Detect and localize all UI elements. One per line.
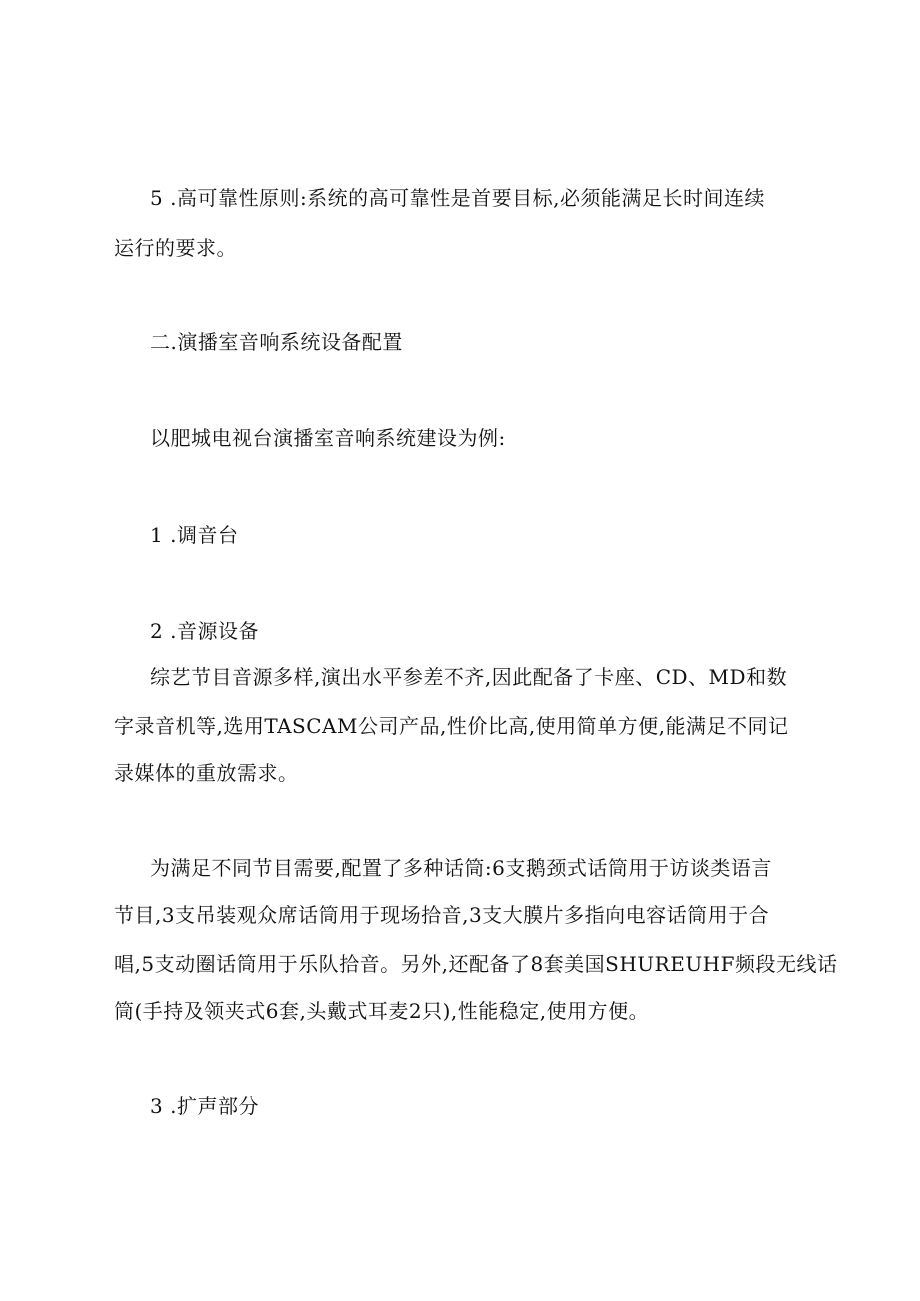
item-amplification-heading: 3 .扩声部分 xyxy=(150,1094,259,1118)
paragraph-microphones-line-4: 筒(手持及领夹式6套,头戴式耳麦2只),性能稳定,使用方便。 xyxy=(114,999,650,1023)
paragraph-microphones-line-3: 唱,5支动圈话筒用于乐队拾音。另外,还配备了8套美国SHUREUHF频段无线话 xyxy=(114,952,838,976)
paragraph-audio-source-line-1: 综艺节目音源多样,演出水平参差不齐,因此配备了卡座、CD、MD和数 xyxy=(150,665,788,689)
paragraph-audio-source-line-3: 录媒体的重放需求。 xyxy=(114,761,299,785)
section-heading-equipment: 二.演播室音响系统设备配置 xyxy=(150,330,403,354)
item-mixer-heading: 1 .调音台 xyxy=(150,523,239,547)
paragraph-reliability-line-2: 运行的要求。 xyxy=(114,236,237,260)
paragraph-microphones-line-2: 节目,3支吊装观众席话筒用于现场拾音,3支大膜片多指向电容话筒用于合 xyxy=(114,903,770,927)
paragraph-audio-source-line-2: 字录音机等,选用TASCAM公司产品,性价比高,使用简单方便,能满足不同记 xyxy=(114,714,789,738)
paragraph-reliability-line-1: 5 .高可靠性原则:系统的高可靠性是首要目标,必须能满足长时间连续 xyxy=(150,186,766,210)
item-audio-source-heading: 2 .音源设备 xyxy=(150,619,259,643)
intro-paragraph: 以肥城电视台演播室音响系统建设为例: xyxy=(150,426,506,450)
paragraph-microphones-line-1: 为满足不同节目需要,配置了多种话筒:6支鹅颈式话筒用于访谈类语言 xyxy=(150,856,772,880)
